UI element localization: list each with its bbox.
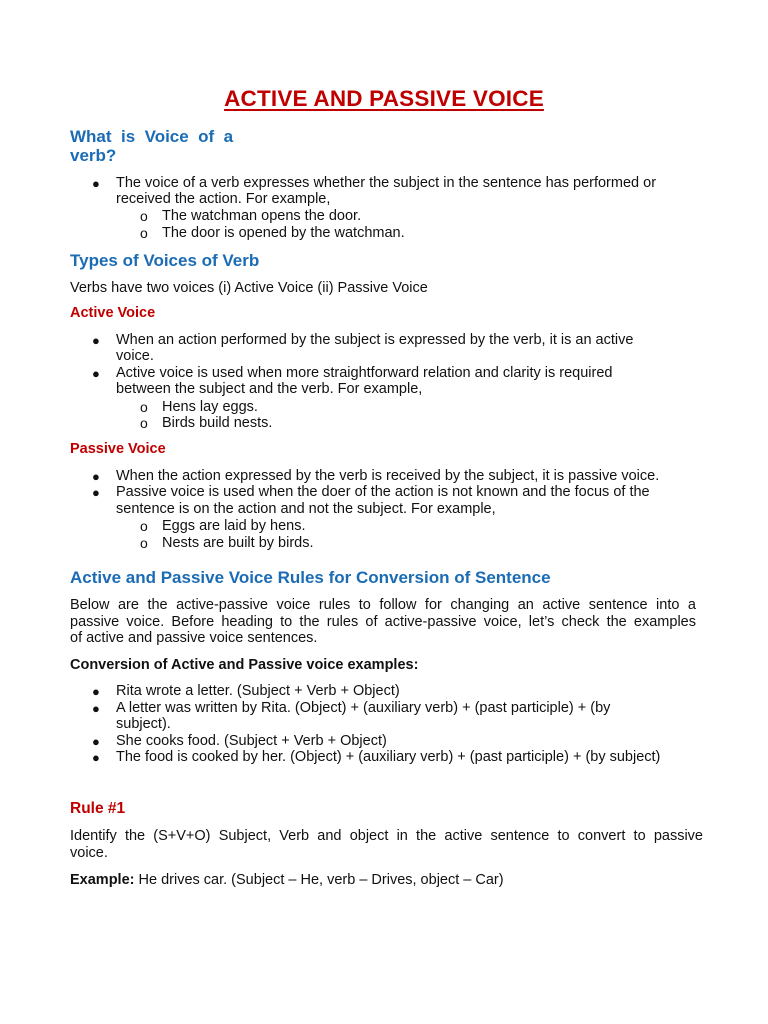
body-line: Passive voice is used when the doer of the action is not known and the focus of the: [116, 484, 650, 500]
bullet-icon: ●: [92, 684, 100, 699]
example-text: He drives car. (Subject – He, verb – Drives, object – Car): [134, 872, 504, 888]
bullet-icon: ●: [92, 333, 100, 348]
body-line: Below are the active-passive voice rules to follow for changing an active sentence into a: [70, 597, 696, 613]
sub-bullet-icon: o: [140, 415, 148, 431]
body-line: Active voice is used when more straightforward relation and clarity is required: [116, 365, 613, 381]
example-sentence: She cooks food. (Subject + Verb + Object): [116, 733, 387, 749]
body-line: passive voice. Before heading to the rules of active-passive voice, let’s check the examples: [70, 613, 696, 630]
example-sentence: The food is cooked by her. (Object) + (auxiliary verb) + (past participle) + (by subject): [116, 749, 661, 765]
heading-line: What is Voice of a: [70, 127, 234, 146]
body-line: received the action. For example,: [116, 191, 331, 207]
body-line: When the action expressed by the verb is received by the subject, it is passive voice.: [116, 468, 660, 484]
sub-bullet-icon: o: [140, 518, 148, 534]
bullet-icon: ●: [92, 750, 100, 765]
subheading-passive-voice: Passive Voice: [70, 441, 166, 457]
sub-bullet-icon: o: [140, 225, 148, 241]
rule-1-heading: Rule #1: [70, 800, 126, 817]
subheading-active-voice: Active Voice: [70, 305, 156, 321]
bullet-icon: ●: [92, 366, 100, 381]
bullet-icon: ●: [92, 701, 100, 716]
bullet-icon: ●: [92, 176, 100, 191]
body-line: between the subject and the verb. For example,: [116, 381, 423, 397]
body-line: The voice of a verb expresses whether the subject in the sentence has performed or: [116, 175, 657, 191]
body-line: of active and passive voice sentences.: [70, 630, 318, 647]
example-line: Nests are built by birds.: [162, 535, 314, 551]
page-title: ACTIVE AND PASSIVE VOICE: [224, 86, 544, 111]
sub-bullet-icon: o: [140, 535, 148, 551]
rule-1-example: [70, 872, 504, 888]
example-sentence: Rita wrote a letter. (Subject + Verb + Object): [116, 683, 400, 699]
rule-1-paragraph: [70, 828, 703, 861]
body-line: voice.: [70, 844, 108, 861]
example-line: The watchman opens the door.: [162, 208, 362, 224]
body-line: Verbs have two voices (i) Active Voice (ii) Passive Voice: [70, 280, 428, 296]
example-line: Eggs are laid by hens.: [162, 518, 306, 534]
section-heading-what-is-voice: [70, 127, 233, 165]
body-line: voice.: [116, 348, 154, 364]
body-line: Identify the (S+V+O) Subject, Verb and object in the active sentence to convert to passive: [70, 828, 703, 844]
bullet-icon: ●: [92, 734, 100, 749]
section-heading-rules: Active and Passive Voice Rules for Conversion of Sentence: [70, 568, 551, 587]
bullet-icon: ●: [92, 469, 100, 484]
example-line: The door is opened by the watchman.: [162, 225, 405, 241]
example-line: Hens lay eggs.: [162, 399, 258, 415]
heading-line: verb?: [70, 146, 117, 165]
example-label: Example:: [70, 872, 135, 888]
bullet-icon: ●: [92, 485, 100, 500]
body-line: sentence is on the action and not the subject. For example,: [116, 501, 496, 517]
sub-bullet-icon: o: [140, 399, 148, 415]
example-sentence: A letter was written by Rita. (Object) + (auxiliary verb) + (past participle) + (by: [116, 700, 611, 716]
examples-heading: Conversion of Active and Passive voice examples:: [70, 657, 419, 673]
example-sentence: subject).: [116, 716, 171, 732]
sub-bullet-icon: o: [140, 208, 148, 224]
section-heading-types: Types of Voices of Verb: [70, 251, 260, 270]
body-line: When an action performed by the subject is expressed by the verb, it is an active: [116, 332, 634, 348]
example-line: Birds build nests.: [162, 415, 273, 431]
rules-intro-paragraph: [70, 597, 696, 647]
